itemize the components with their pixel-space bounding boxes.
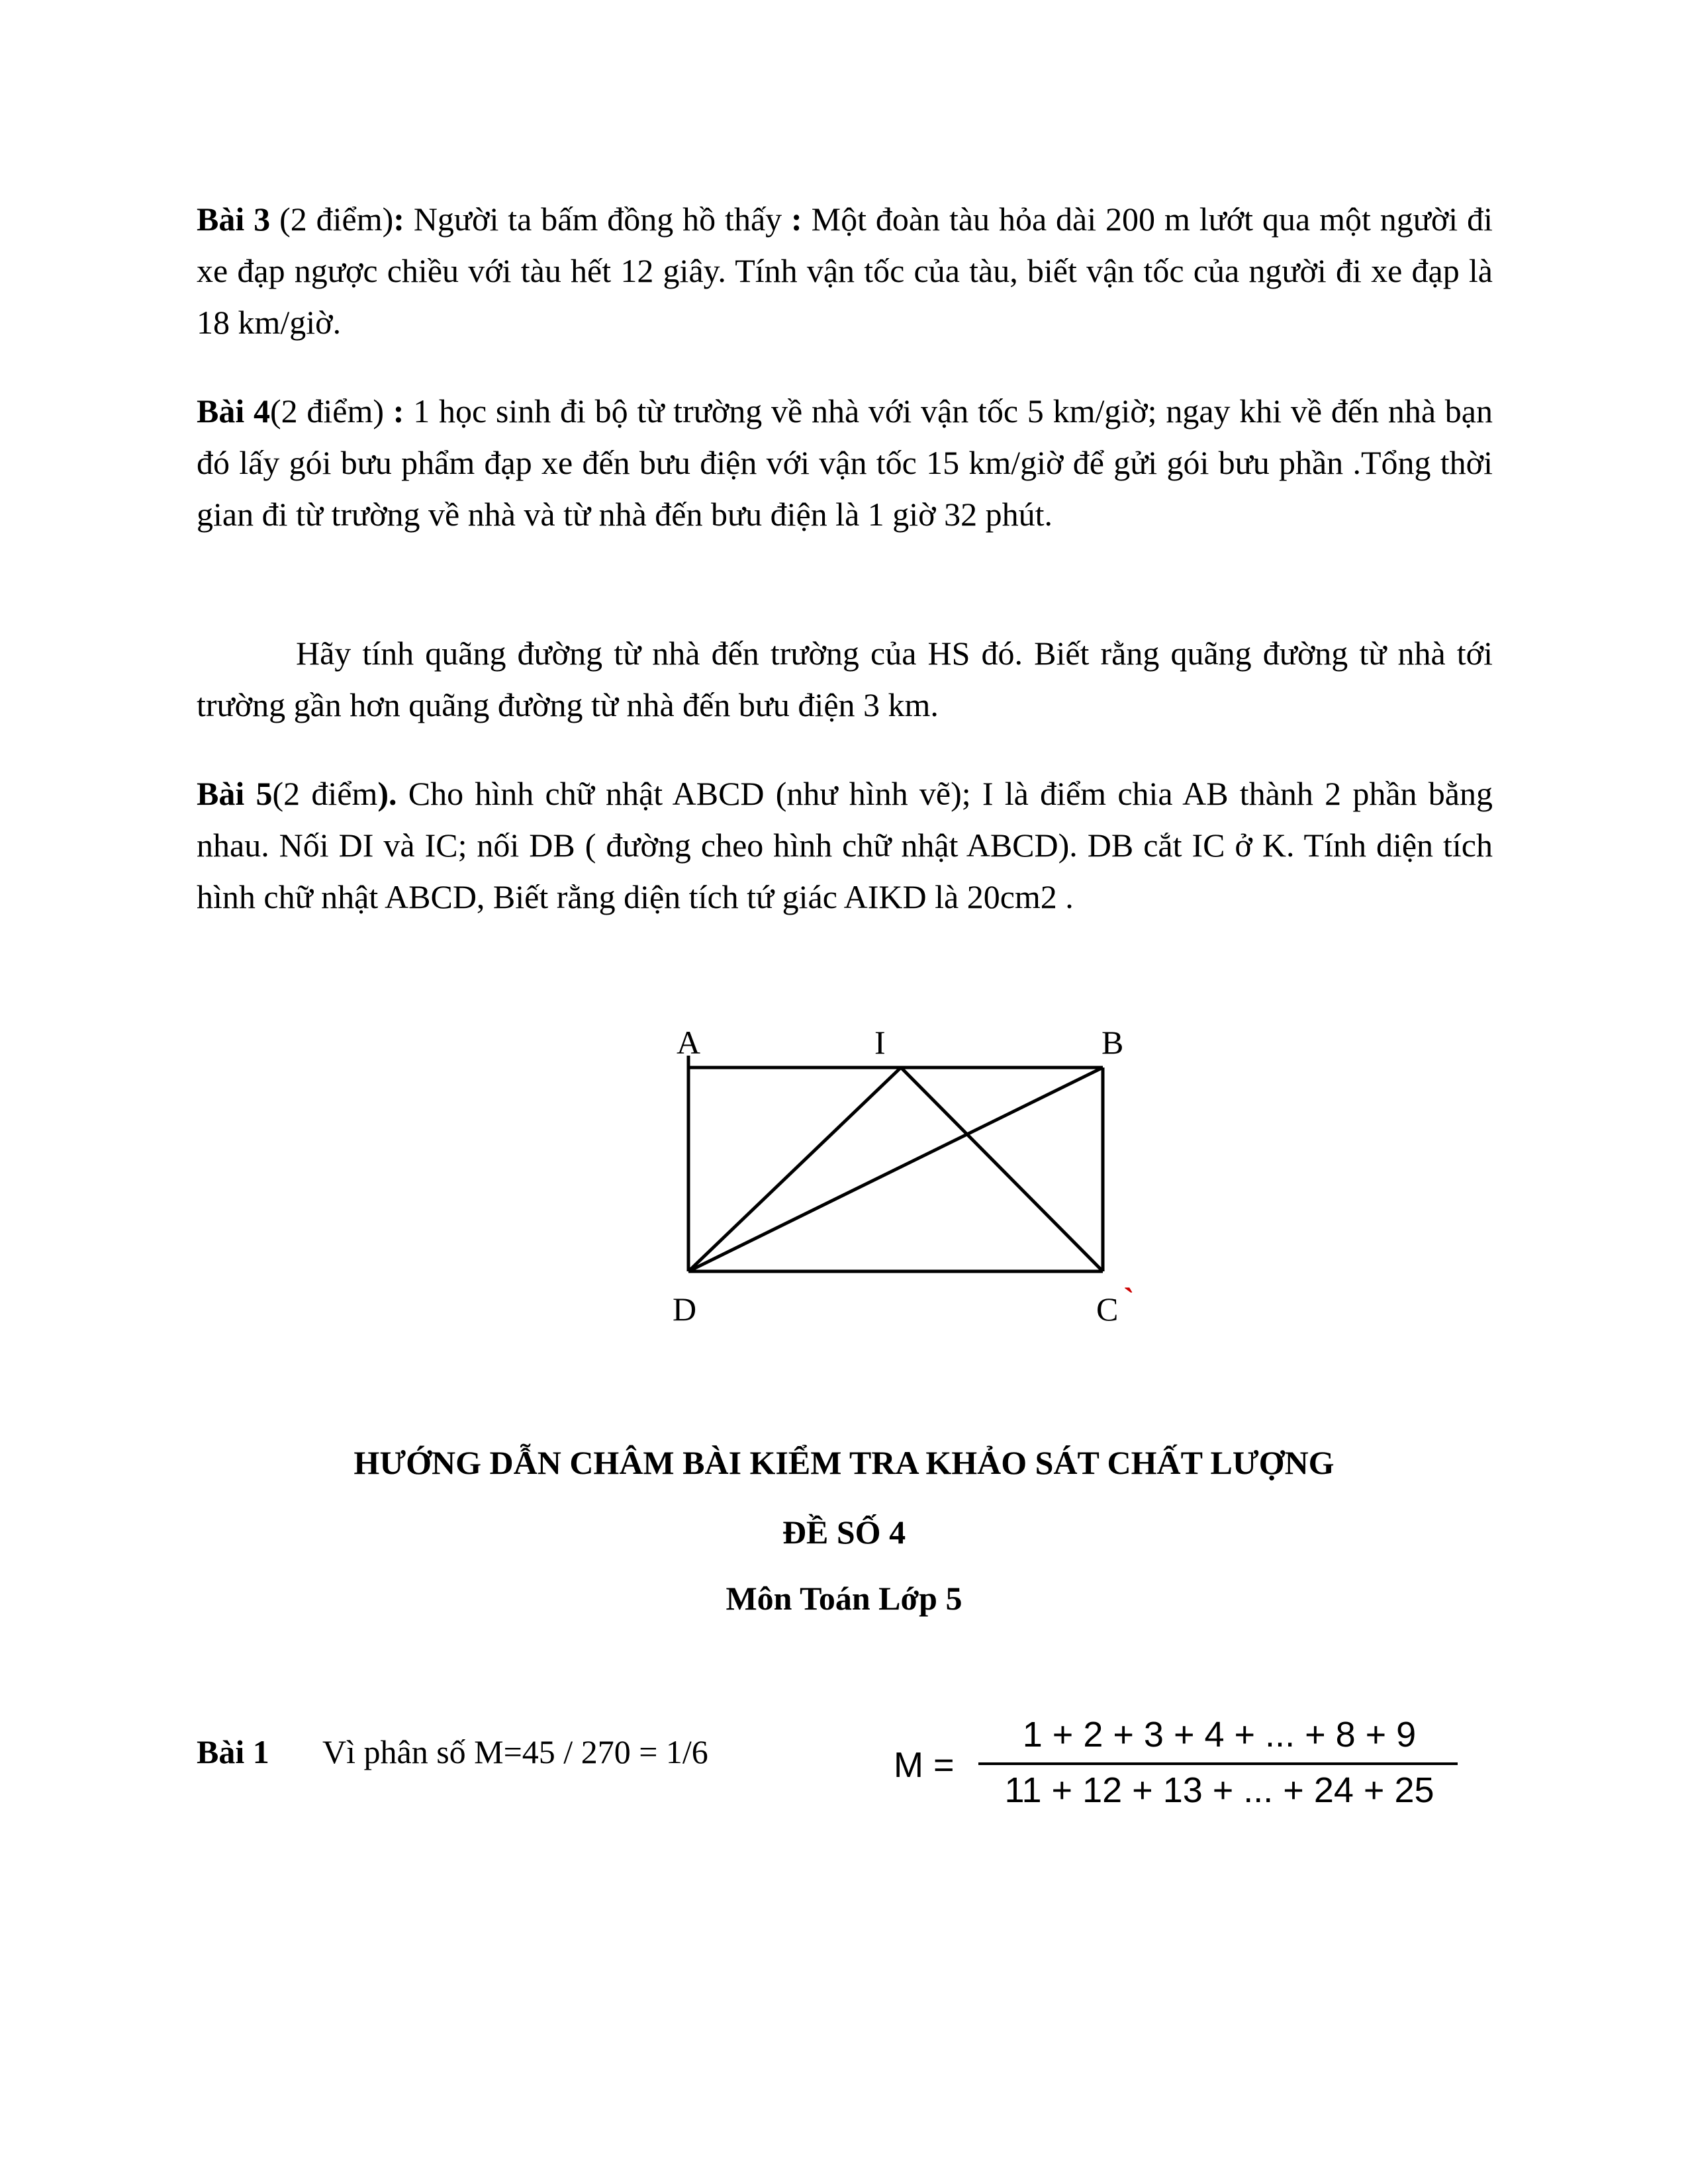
problem-3-points: (2 điểm) [270, 201, 394, 238]
problem-1-title: Bài 1 [197, 1733, 269, 1770]
label-a: A [677, 1024, 701, 1061]
segment-ic [901, 1068, 1103, 1271]
formula-numerator: 1 + 2 + 3 + 4 + ... + 8 + 9 [1022, 1715, 1417, 1754]
problem-5-close: ). [377, 775, 397, 812]
problem-4-question: Hãy tính quãng đường từ nhà đến trường của HS đó. Biết rằng quãng đường từ nhà tới trường gần hơn quãng đường từ nhà đến bưu điện 3 km. [197, 635, 1493, 723]
formula-denominator: 11 + 12 + 13 + ... + 24 + 25 [1004, 1770, 1434, 1810]
problem-5-title: Bài 5 [197, 775, 273, 812]
label-c-mark: ` [1123, 1281, 1135, 1318]
formula-lhs: M = [894, 1745, 955, 1785]
problem-4-text: 1 học sinh đi bộ từ trường về nhà với vận tốc 5 km/giờ; ngay khi về đến nhà bạn đó lấy gói bưu phẩm đạp xe đến bưu điện với vận tốc 15 km/giờ để gửi gói bưu phần .Tổng thời gian đi từ trường về nhà và từ nhà đến bưu điện là 1 giờ 32 phút. [197, 392, 1493, 533]
problem-5-points: (2 điểm [272, 775, 378, 812]
problem-4-title: Bài 4 [197, 392, 270, 430]
problem-3-colon-2: : [791, 201, 802, 238]
problem-4-colon: : [393, 392, 404, 430]
problem-3-text-a: Người ta bấm đồng hồ thấy [404, 201, 792, 238]
guide-heading: HƯỚNG DẪN CHÂM BÀI KIỂM TRA KHẢO SÁT CHẤT LƯỢNG [353, 1444, 1335, 1481]
problem-3-text-b: Một đoàn tàu hỏa dài 200 m lướt qua một người đi xe đạp ngược chiều với tàu hết 12 giây. Tính vận tốc của tàu, biết vận tốc của người đi xe đạp là 18 km/giờ. [197, 201, 1493, 341]
fraction-bar [978, 1762, 1458, 1765]
guide-subject: Môn Toán Lớp 5 [726, 1580, 962, 1617]
problem-3-title: Bài 3 [197, 201, 271, 238]
problem-1-text: Vì phân số M=45 / 270 = 1/6 [322, 1733, 708, 1770]
problem-4-points: (2 điểm) [270, 392, 393, 430]
problem-5-text: Cho hình chữ nhật ABCD (như hình vẽ); I là điểm chia AB thành 2 phần bằng nhau. Nối DI và IC; nối DB ( đường cheo hình chữ nhật ABCD). DB cắt IC ở K. Tính diện tích hình chữ nhật ABCD, Biết rằng diện tích tứ giác AIKD là 20cm2 . [197, 775, 1493, 915]
problem-3-colon: : [393, 201, 404, 238]
label-d: D [673, 1291, 697, 1328]
label-i: I [874, 1024, 886, 1061]
label-c: C [1096, 1291, 1119, 1328]
guide-subheading: ĐỀ SỐ 4 [782, 1514, 906, 1551]
diagonal-db [688, 1068, 1103, 1271]
segment-di [688, 1068, 901, 1271]
label-b: B [1102, 1024, 1124, 1061]
